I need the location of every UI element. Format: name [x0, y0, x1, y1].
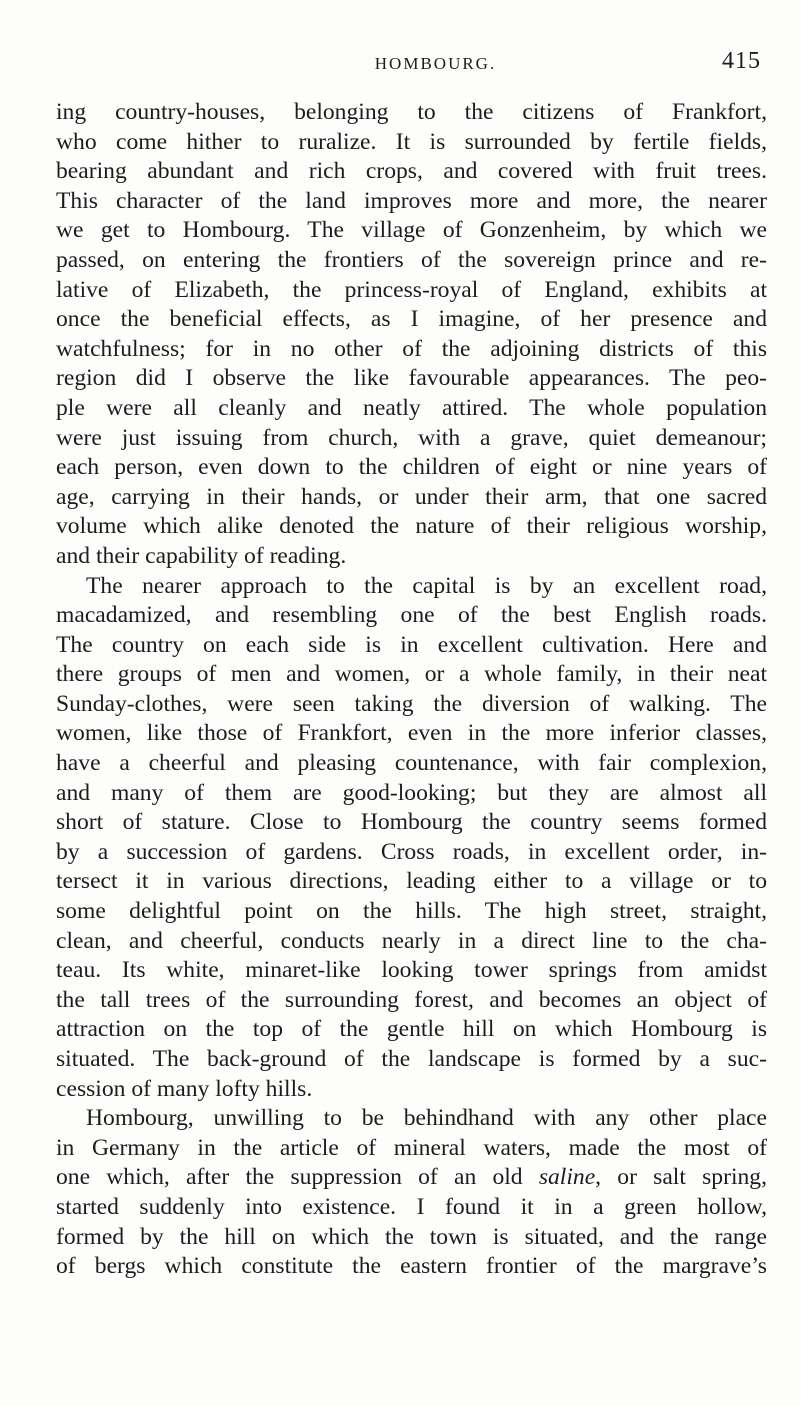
- text-line: Sunday-clothes, were seen taking the diversion of walking. The: [56, 690, 767, 717]
- text-line: [56, 1163, 767, 1193]
- text-line: volume which alike denoted the nature of their religious worship,: [56, 513, 767, 540]
- text-line: who come hither to ruralize. It is surrounded by fertile fields,: [56, 128, 767, 155]
- text-line: some delightful point on the hills. The high street, straight,: [56, 898, 767, 925]
- text-line: of bergs which constitute the eastern frontier of the margrave’s: [56, 1253, 767, 1280]
- text-line: watchfulness; for in no other of the adjoining districts of this: [56, 335, 767, 362]
- text-line: and their capability of reading.: [56, 542, 347, 569]
- text-line: attraction on the top of the gentle hill on which Hombourg is: [56, 1016, 767, 1043]
- text-line: Hombourg, unwilling to be behindhand with any other place: [86, 1105, 767, 1132]
- text-line: age, carrying in their hands, or under their arm, that one sacred: [56, 483, 767, 510]
- running-title: HOMBOURG.: [374, 54, 497, 73]
- text-line: in Germany in the article of mineral waters, made the most of: [56, 1134, 767, 1161]
- text-line: ple were all cleanly and neatly attired. The whole population: [56, 394, 767, 421]
- text-line: formed by the hill on which the town is situated, and the range: [56, 1223, 767, 1250]
- text-line: each person, even down to the children of eight or nine years of: [56, 454, 767, 481]
- text-line: This character of the land improves more and more, the nearer: [56, 187, 767, 214]
- text-line: situated. The back-ground of the landscape is formed by a suc-: [56, 1046, 767, 1072]
- text-line: lative of Elizabeth, the princess-royal of England, exhibits at: [56, 276, 767, 303]
- text-line: there groups of men and women, or a whole family, in their neat: [56, 661, 767, 688]
- text-line: The nearer approach to the capital is by an excellent road,: [86, 572, 767, 599]
- text-line: we get to Hombourg. The village of Gonzenheim, by which we: [56, 217, 767, 244]
- text-line: started suddenly into existence. I found it in a green hollow,: [56, 1193, 767, 1220]
- text-line: the tall trees of the surrounding forest, and becomes an object of: [56, 986, 767, 1013]
- text-line: ing country-houses, belonging to the citizens of Frankfort,: [56, 99, 767, 125]
- text-line: were just issuing from church, with a grave, quiet demeanour;: [56, 424, 767, 451]
- text-line: women, like those of Frankfort, even in the more inferior classes,: [56, 720, 767, 747]
- italic-word: saline: [538, 1164, 596, 1191]
- running-head: [110, 48, 761, 82]
- text-line: tersect it in various directions, leading either to a village or to: [56, 868, 767, 895]
- text-line: once the beneficial effects, as I imagine, of her presence and: [56, 306, 767, 333]
- text-segment: , or salt spring,: [595, 1164, 767, 1191]
- text-line: bearing abundant and rich crops, and covered with fruit trees.: [56, 158, 767, 185]
- text-line: and many of them are good-looking; but they are almost all: [56, 779, 767, 806]
- text-line: clean, and cheerful, conducts nearly in a direct line to the cha-: [56, 927, 767, 954]
- text-line: have a cheerful and pleasing countenance, with fair complexion,: [56, 750, 767, 777]
- text-line: macadamized, and resembling one of the best English roads.: [56, 602, 767, 629]
- text-line: passed, on entering the frontiers of the sovereign prince and re-: [56, 246, 767, 273]
- text-line: short of stature. Close to Hombourg the country seems formed: [56, 809, 767, 836]
- text-segment: one which, after the suppression of an old: [56, 1164, 539, 1191]
- text-line: region did I observe the like favourable appearances. The peo-: [56, 365, 767, 392]
- text-line: cession of many lofty hills.: [56, 1075, 313, 1102]
- page-number: 415: [722, 48, 761, 74]
- text-line: The country on each side is in excellent cultivation. Here and: [56, 631, 767, 658]
- text-line: by a succession of gardens. Cross roads, in excellent order, in-: [56, 838, 767, 865]
- body-text: [56, 98, 767, 1282]
- text-line: teau. Its white, minaret-like looking tower springs from amidst: [56, 957, 767, 984]
